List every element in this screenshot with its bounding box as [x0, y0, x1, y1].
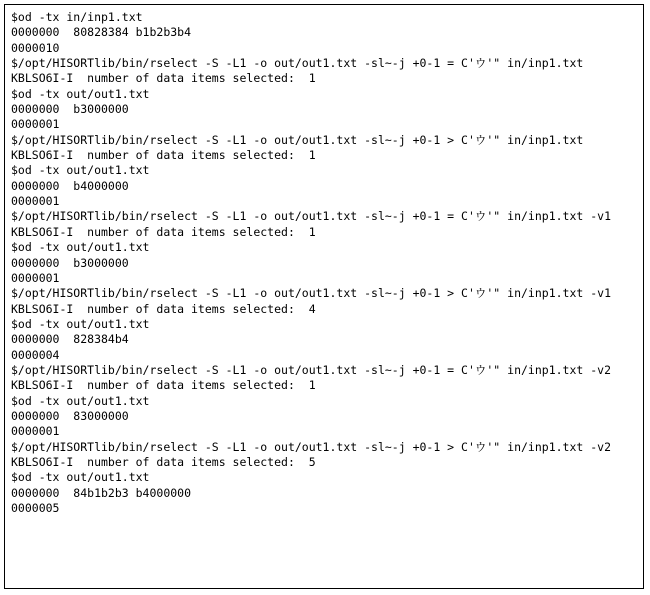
terminal-line: $od -tx out/out1.txt — [11, 316, 150, 331]
terminal-line: $od -tx out/out1.txt — [11, 393, 150, 408]
terminal-line: KBLSO6I-I number of data items selected: 4 — [11, 301, 316, 316]
terminal-line: 0000000 83000000 — [11, 408, 129, 423]
terminal-line: 0000000 b3000000 — [11, 255, 129, 270]
terminal-line: $/opt/HISORTlib/bin/rselect -S -L1 -o out/out1.txt -sl~-j +0-1 > C'ウ'" in/inp1.txt -v1 — [11, 286, 612, 301]
terminal-line: $od -tx out/out1.txt — [11, 240, 150, 255]
terminal-line: KBLSO6I-I number of data items selected: 1 — [11, 71, 316, 86]
terminal-line: $od -tx out/out1.txt — [11, 86, 150, 101]
terminal-line: 0000004 — [11, 347, 60, 362]
terminal-line: 0000000 b4000000 — [11, 178, 129, 193]
terminal-line: KBLSO6I-I number of data items selected: 1 — [11, 378, 316, 393]
terminal-line: 0000001 — [11, 117, 60, 132]
terminal-line: 0000000 828384b4 — [11, 332, 129, 347]
terminal-line: 0000001 — [11, 270, 60, 285]
terminal-line: 0000005 — [11, 501, 60, 515]
terminal-line: $od -tx out/out1.txt — [11, 470, 150, 485]
terminal-line: 0000000 b3000000 — [11, 102, 129, 117]
terminal-line: KBLSO6I-I number of data items selected: 5 — [11, 454, 316, 469]
terminal-line: KBLSO6I-I number of data items selected: 1 — [11, 148, 316, 163]
terminal-line: 0000001 — [11, 194, 60, 209]
terminal-line: 0000001 — [11, 424, 60, 439]
terminal-window[interactable] — [4, 4, 644, 589]
terminal-line: $/opt/HISORTlib/bin/rselect -S -L1 -o out/out1.txt -sl~-j +0-1 > C'ウ'" in/inp1.txt -v2 — [11, 439, 612, 454]
terminal-line: KBLSO6I-I number of data items selected: 1 — [11, 224, 316, 239]
terminal-line: $/opt/HISORTlib/bin/rselect -S -L1 -o out/out1.txt -sl~-j +0-1 = C'ウ'" in/inp1.txt -v2 — [11, 362, 612, 377]
terminal-line: 0000000 80828384 b1b2b3b4 — [11, 25, 192, 40]
terminal-line: 0000010 — [11, 40, 60, 55]
terminal-line: $/opt/HISORTlib/bin/rselect -S -L1 -o out/out1.txt -sl~-j +0-1 > C'ウ'" in/inp1.txt — [11, 132, 584, 147]
terminal-line: $od -tx out/out1.txt — [11, 163, 150, 178]
terminal-line: $/opt/HISORTlib/bin/rselect -S -L1 -o out/out1.txt -sl~-j +0-1 = C'ウ'" in/inp1.txt — [11, 56, 584, 71]
terminal-line: 0000000 84b1b2b3 b4000000 — [11, 485, 192, 500]
terminal-output[interactable] — [5, 5, 643, 516]
terminal-line: $/opt/HISORTlib/bin/rselect -S -L1 -o out/out1.txt -sl~-j +0-1 = C'ウ'" in/inp1.txt -v1 — [11, 209, 612, 224]
terminal-line: $od -tx in/inp1.txt — [11, 10, 143, 24]
